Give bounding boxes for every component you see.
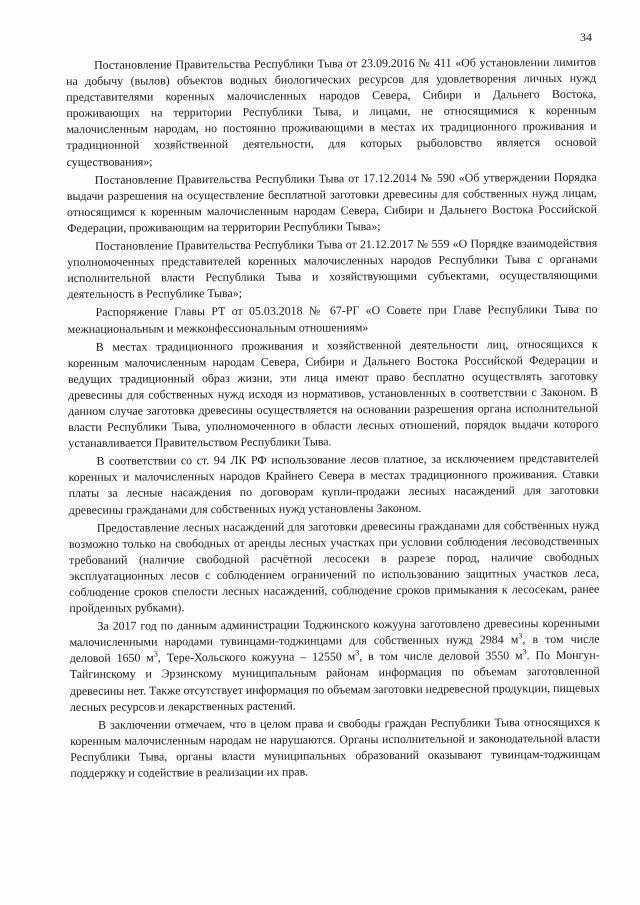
paragraph-resolution-590: Постановление Правительства Республики Тыва от 17.12.2014 № 590 «Об утверждении Порядка выдачи разрешения на осуществление бесплатной заготовки древесины для собственных нужд лицам, относящимся к коренным малочисленным народам Севера, Сибири и Дальнего Востока Российской Федерации, проживающим на территории Республики Тыва»; [66,169,597,235]
timber-text-1: За 2017 год по данным администрации Тоджинского кожууна заготовлено древесины коренными малочисленными народами тувинцами-тоджинцами для собственных нужд 2984 м [69,615,600,650]
cubic-superscript-3: 3 [355,648,360,658]
paragraph-resolution-559: Постановление Правительства Республики Тыва от 21.12.2017 № 559 «О Порядке взаимодействия уполномоченных представителей коренных малочисленных народов Республики Тыва с органами исполнительной власти Республики Тыва и хозяйствующими субъектами, осуществляющими деятельность в Республике Тыва»; [67,235,598,302]
timber-text-3: , Тере-Хольского кожууна – 12550 м [157,649,356,665]
cubic-superscript-4: 3 [522,647,527,657]
timber-text-2: , в том числе деловой 1650 м [69,632,600,666]
document-body [66,54,600,781]
paragraph-conclusion: В заключении отмечаем, что в целом права и свободы граждан Республики Тыва относящихся к коренным малочисленным народам не нарушаются. Органы исполнительной и законодательной власти Республики Тыва, органы власти муниципальных образований оказывают тувинцам-тоджинцам поддержку и содействие в реализации их прав. [70,714,601,781]
cubic-superscript-2: 3 [153,649,158,659]
page-number: 34 [580,30,592,44]
paragraph-forest-plantations: Предоставление лесных насаждений для заготовки древесины гражданами для собственных нужд возможно только на свободных от аренды лесных участках при условии соблюдения лесоводственных требований (наличие свободной расчётной лесосеки в разрезе пород, наличие свободных эксплуатационных лесов с соблюдением ограничений по использованию защитных участков леса, соблюдение сроков спелости лесных насаждений, соблюдение сроков примыкания к лесосекам, ранее пройденных рубками). [68,517,600,616]
timber-text-5: . По Монгун-Тайгинскому и Эрзинскому муниципальным районам информация по объемам заготовленной древесины нет. Также отсутствует информация по объемам заготовки недревесной продукции, пищевых лесных ресурсов и лекарственных растений. [69,648,600,714]
timber-text-4: , в том числе деловой 3550 м [359,648,523,664]
paragraph-order-67-rg: Распоряжение Главы РТ от 05.03.2018 № 67-РГ «О Совете при Главе Республики Тыва по межнациональным и межконфессиональным отношениям» [67,302,598,336]
cubic-superscript-1: 3 [518,631,523,641]
paragraph-forest-code-94: В соответствии со ст. 94 ЛК РФ использование лесов платное, за исключением представителей коренных и малочисленных народов Крайнего Севера в местах традиционного проживания. Ставки платы за лесные насаждения по договорам купли-продажи лесных насаждений для заготовки древесины гражданами для собственных нужд установлены Законом. [68,451,599,517]
paragraph-traditional-residence: В местах традиционного проживания и хозяйственной деятельности лиц, относящихся к коренным малочисленным народам Севера, Сибири и Дальнего Востока Российской Федерации и ведущих традиционный образ жизни, эти лица имеют право бесплатно осуществлять заготовку древесины для собственных нужд исходя из нормативов, установленных в соответствии с Законом. В данном случае заготовка древесины осуществляется на основании разрешения органа исполнительной власти Республики Тыва, уполномоченного в области лесных отношений, порядок выдачи которого устанавливается Правительством Республики Тыва. [67,336,599,451]
paragraph-timber-2017 [69,615,600,715]
paragraph-resolution-411: Постановление Правительства Республики Тыва от 23.09.2016 № 411 «Об установлении лимитов на добычу (вылов) объектов водных биологических ресурсов для удовлетворения личных нужд представителями коренных малочисленных народов Севера, Сибири и Дальнего Востока, проживающих на территории Республики Тыва, и лицами, не относящимися к коренным малочисленным народам, но постоянно проживающими в местах их традиционного проживания и традиционной хозяйственной деятельности, для которых рыболовство является основой существования»; [66,54,597,169]
